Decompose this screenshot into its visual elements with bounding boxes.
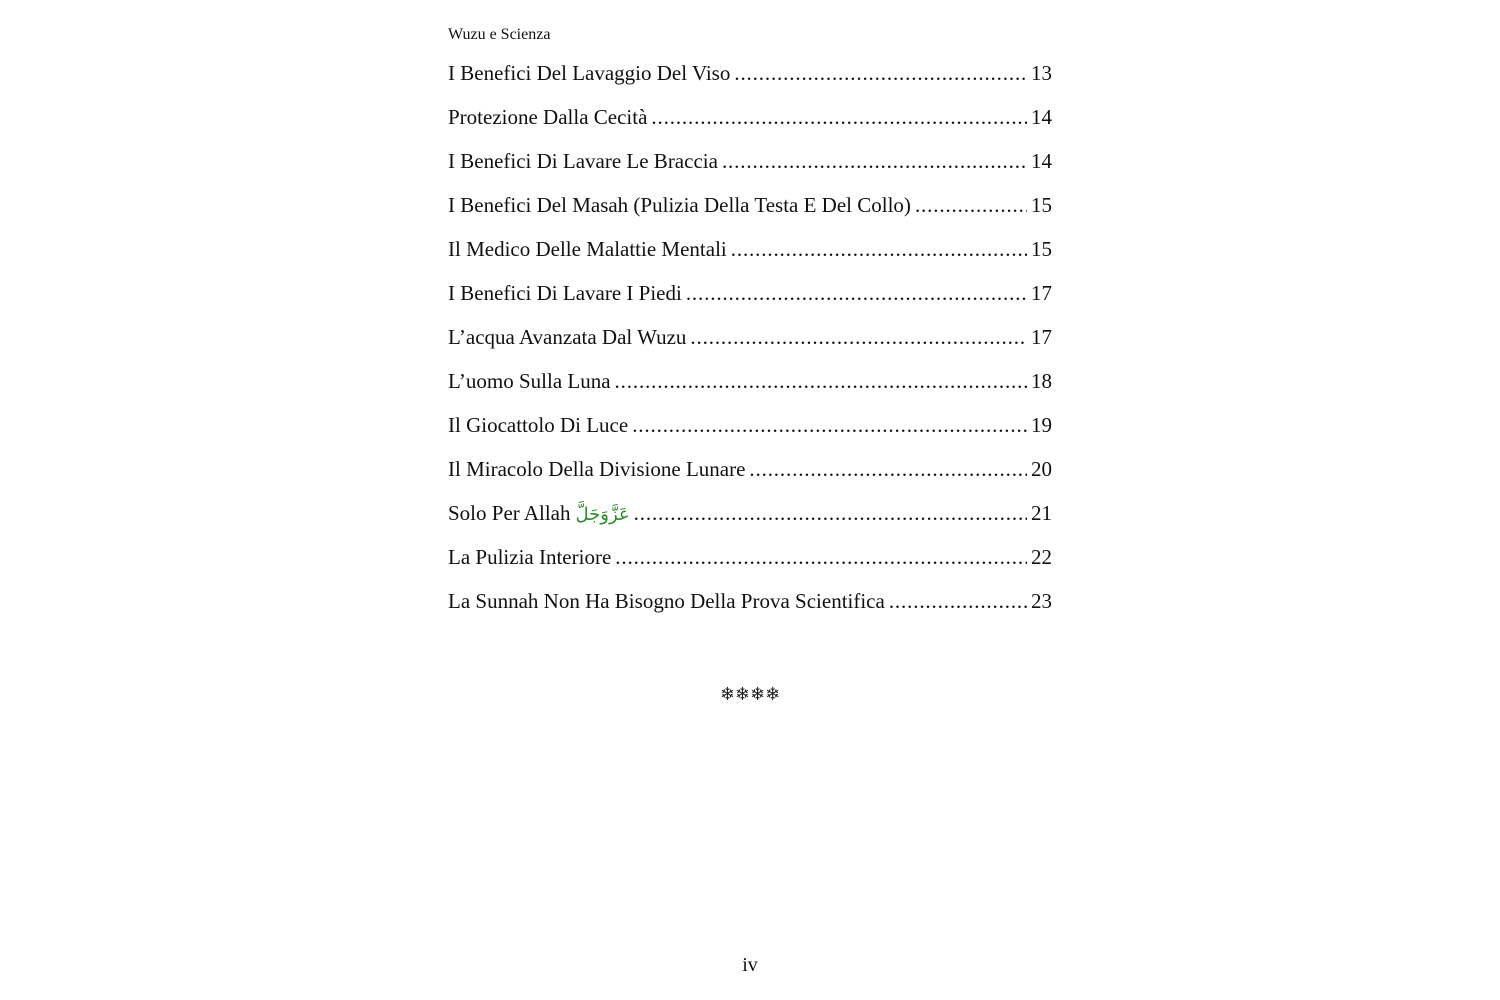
toc-entry-page: 17 [1031, 325, 1052, 349]
toc-entry[interactable] [448, 102, 1052, 146]
toc-leader-dots [749, 454, 1027, 484]
toc-entry-title: I Benefici Di Lavare Le Braccia [448, 149, 718, 173]
toc-leader-dots [615, 366, 1027, 396]
page-number: iv [742, 954, 758, 976]
toc-entry[interactable] [448, 234, 1052, 278]
toc-entry-title: La Sunnah Non Ha Bisogno Della Prova Scientifica [448, 589, 885, 613]
toc-leader-dots [634, 498, 1027, 528]
toc-entry-page: 14 [1031, 105, 1052, 129]
toc-entry-page: 17 [1031, 281, 1052, 305]
toc-entry[interactable] [448, 190, 1052, 234]
toc-entry-title: I Benefici Del Masah (Pulizia Della Testa E Del Collo) [448, 193, 911, 217]
toc-leader-dots [686, 278, 1027, 308]
toc-entry[interactable] [448, 278, 1052, 322]
toc-entry-title: L’uomo Sulla Luna [448, 369, 611, 393]
table-of-contents [448, 58, 1052, 630]
toc-entry-title: Il Giocattolo Di Luce [448, 413, 629, 437]
toc-entry-title: L’acqua Avanzata Dal Wuzu [448, 325, 687, 349]
toc-leader-dots [615, 542, 1027, 572]
toc-entry-page: 22 [1031, 545, 1052, 569]
snowflake-ornament-icon: ❄❄❄❄ [719, 684, 781, 705]
running-header: Wuzu e Scienza [448, 26, 551, 43]
toc-leader-dots [734, 58, 1027, 88]
toc-entry[interactable] [448, 410, 1052, 454]
toc-entry-title: La Pulizia Interiore [448, 545, 612, 569]
toc-entry[interactable] [448, 322, 1052, 366]
toc-entry-title: Il Miracolo Della Divisione Lunare [448, 457, 746, 481]
toc-entry[interactable] [448, 586, 1052, 630]
toc-leader-dots [651, 102, 1027, 132]
toc-entry-title: I Benefici Del Lavaggio Del Viso [448, 61, 731, 85]
toc-leader-dots [722, 146, 1027, 176]
toc-leader-dots [889, 586, 1027, 616]
toc-leader-dots [731, 234, 1027, 264]
toc-entry[interactable] [448, 366, 1052, 410]
toc-entry-page: 21 [1031, 501, 1052, 525]
toc-entry-title: Protezione Dalla Cecità [448, 105, 648, 129]
toc-entry[interactable] [448, 58, 1052, 102]
toc-leader-dots [915, 190, 1027, 220]
arabic-honorific: عَزَّوَجَلَّ [575, 504, 630, 525]
toc-entry-page: 23 [1031, 589, 1052, 613]
toc-entry[interactable] [448, 542, 1052, 586]
toc-entry-page: 13 [1031, 61, 1052, 85]
toc-entry-page: 15 [1031, 193, 1052, 217]
toc-entry-title: I Benefici Di Lavare I Piedi [448, 281, 682, 305]
toc-entry-page: 14 [1031, 149, 1052, 173]
toc-entry[interactable] [448, 146, 1052, 190]
toc-entry-title-text: Solo Per Allah [448, 501, 571, 525]
toc-entry-title: Il Medico Delle Malattie Mentali [448, 237, 727, 261]
toc-entry[interactable] [448, 498, 1052, 542]
toc-entry-page: 15 [1031, 237, 1052, 261]
toc-entry-title [448, 498, 634, 530]
toc-leader-dots [632, 410, 1027, 440]
toc-entry-page: 20 [1031, 457, 1052, 481]
toc-entry-page: 19 [1031, 413, 1052, 437]
toc-entry-page: 18 [1031, 369, 1052, 393]
toc-entry[interactable] [448, 454, 1052, 498]
toc-leader-dots [690, 322, 1027, 352]
